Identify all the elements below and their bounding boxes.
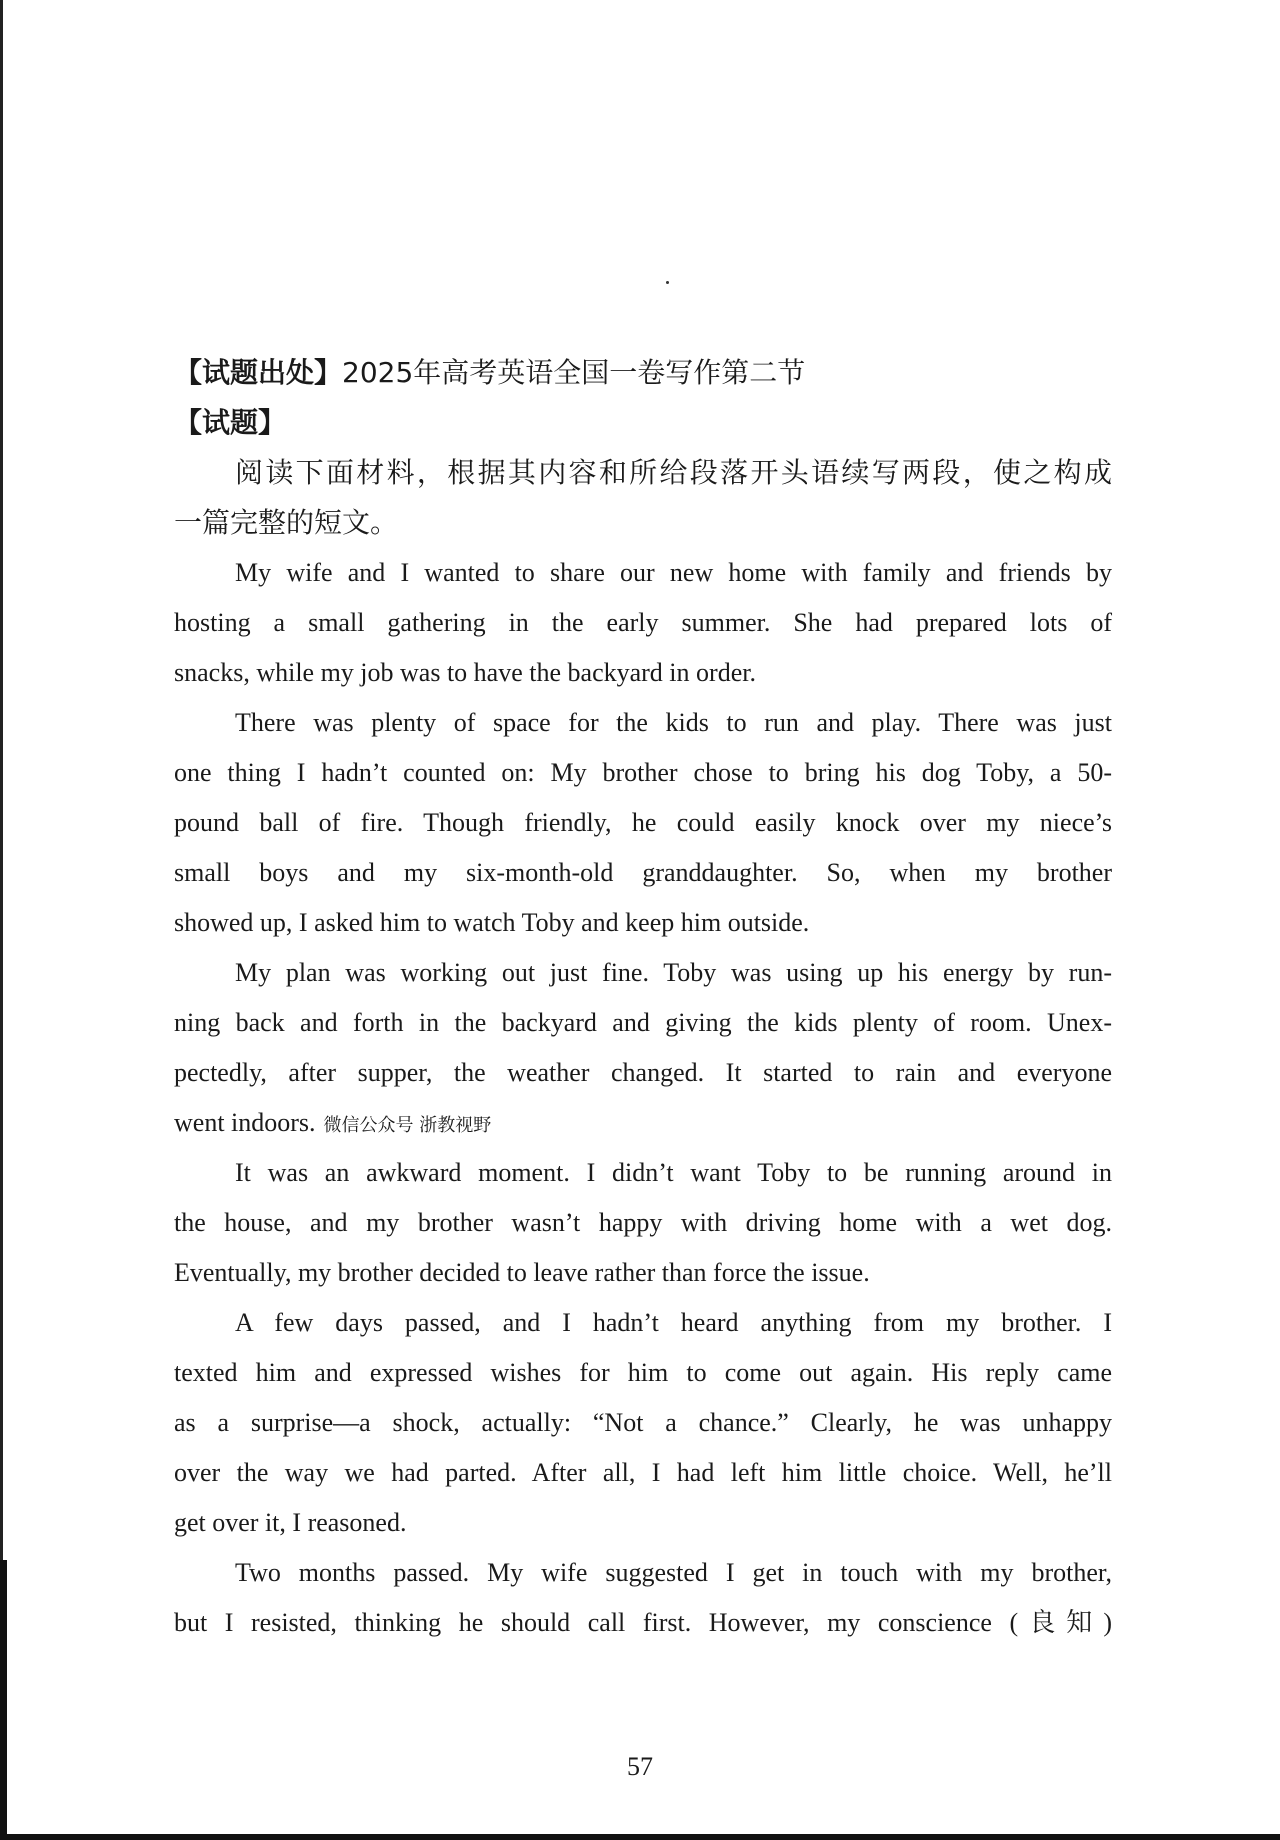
paragraph-line: [174, 648, 1112, 698]
paragraph-line: [174, 1498, 1112, 1548]
paragraph-line: [174, 1048, 1112, 1098]
paragraph-line: [174, 1348, 1112, 1398]
line-text: as a surprise—a shock, actually: “Not a chance.” Clearly, he was unhappy: [174, 1408, 1112, 1437]
line-text: get over it, I reasoned.: [174, 1508, 407, 1537]
paragraph-line: [174, 948, 1112, 998]
page-number: 57: [627, 1752, 653, 1781]
scan-speck: [666, 281, 669, 284]
paragraph-line: [174, 1298, 1112, 1348]
paragraph-line: [174, 998, 1112, 1048]
paragraph-line: [174, 1598, 1112, 1648]
line-text: one thing I hadn’t counted on: My brother chose to bring his dog Toby, a 50-: [174, 758, 1112, 787]
paragraph: [174, 948, 1112, 1148]
document-body: [174, 348, 1112, 1648]
paragraph-line: [174, 1548, 1112, 1598]
paragraph: [174, 1548, 1112, 1648]
paragraph-line: [174, 548, 1112, 598]
paragraph-line: [174, 798, 1112, 848]
line-text: snacks, while my job was to have the backyard in order.: [174, 658, 756, 687]
source-text: 2025年高考英语全国一卷写作第二节: [342, 356, 806, 389]
line-text: My wife and I wanted to share our new home with family and friends by: [235, 558, 1112, 587]
paragraph-line: [174, 898, 1112, 948]
line-text: over the way we had parted. After all, I had left him little choice. Well, he’ll: [174, 1458, 1112, 1487]
line-text: pound ball of fire. Though friendly, he could easily knock over my niece’s: [174, 808, 1112, 837]
paragraph: [174, 1148, 1112, 1298]
line-text: ning back and forth in the backyard and giving the kids plenty of room. Unex-: [174, 1008, 1112, 1037]
line-text: but I resisted, thinking he should call first. However, my conscience (良知): [174, 1608, 1112, 1637]
line-text: pectedly, after supper, the weather changed. It started to rain and everyone: [174, 1058, 1112, 1087]
paragraph-line: [174, 698, 1112, 748]
line-text: the house, and my brother wasn’t happy with driving home with a wet dog.: [174, 1208, 1112, 1237]
line-text: It was an awkward moment. I didn’t want Toby to be running around in: [235, 1158, 1112, 1187]
paragraph: [174, 1298, 1112, 1548]
instruction-line: 阅读下面材料，根据其内容和所给段落开头语续写两段，使之构成: [235, 456, 1112, 489]
source-label: 【试题出处】: [174, 356, 343, 389]
paragraph-line: [174, 1248, 1112, 1298]
line-text: A few days passed, and I hadn’t heard anything from my brother. I: [235, 1308, 1112, 1337]
paragraph: [174, 548, 1112, 698]
passage: [174, 548, 1112, 1648]
paragraph-line: [174, 748, 1112, 798]
line-text: There was plenty of space for the kids to run and play. There was just: [235, 708, 1112, 737]
line-text: Eventually, my brother decided to leave rather than force the issue.: [174, 1258, 870, 1287]
line-text: hosting a small gathering in the early summer. She had prepared lots of: [174, 608, 1112, 637]
line-text: went indoors.: [174, 1108, 316, 1137]
paragraph-line: [174, 598, 1112, 648]
paragraph-line: [174, 1448, 1112, 1498]
paragraph: [174, 698, 1112, 948]
line-text: My plan was working out just fine. Toby was using up his energy by run-: [235, 958, 1112, 987]
line-text: Two months passed. My wife suggested I get in touch with my brother,: [235, 1558, 1112, 1587]
paragraph-line: [174, 1148, 1112, 1198]
watermark-text: 微信公众号 浙教视野: [323, 1115, 492, 1136]
source-heading: [174, 348, 1112, 398]
paragraph-line: [174, 1398, 1112, 1448]
line-text: small boys and my six-month-old granddaughter. So, when my brother: [174, 858, 1112, 887]
paragraph-line: [174, 848, 1112, 898]
line-text: showed up, I asked him to watch Toby and keep him outside.: [174, 908, 810, 937]
line-text: texted him and expressed wishes for him to come out again. His reply came: [174, 1358, 1112, 1387]
instruction-line: 一篇完整的短文。: [174, 506, 399, 539]
question-heading: 【试题】: [174, 406, 287, 439]
scan-edge-shadow: [0, 1560, 7, 1840]
paragraph-line: [174, 1098, 1112, 1148]
scan-edge-bottom: [0, 1834, 1280, 1840]
paragraph-line: [174, 1198, 1112, 1248]
